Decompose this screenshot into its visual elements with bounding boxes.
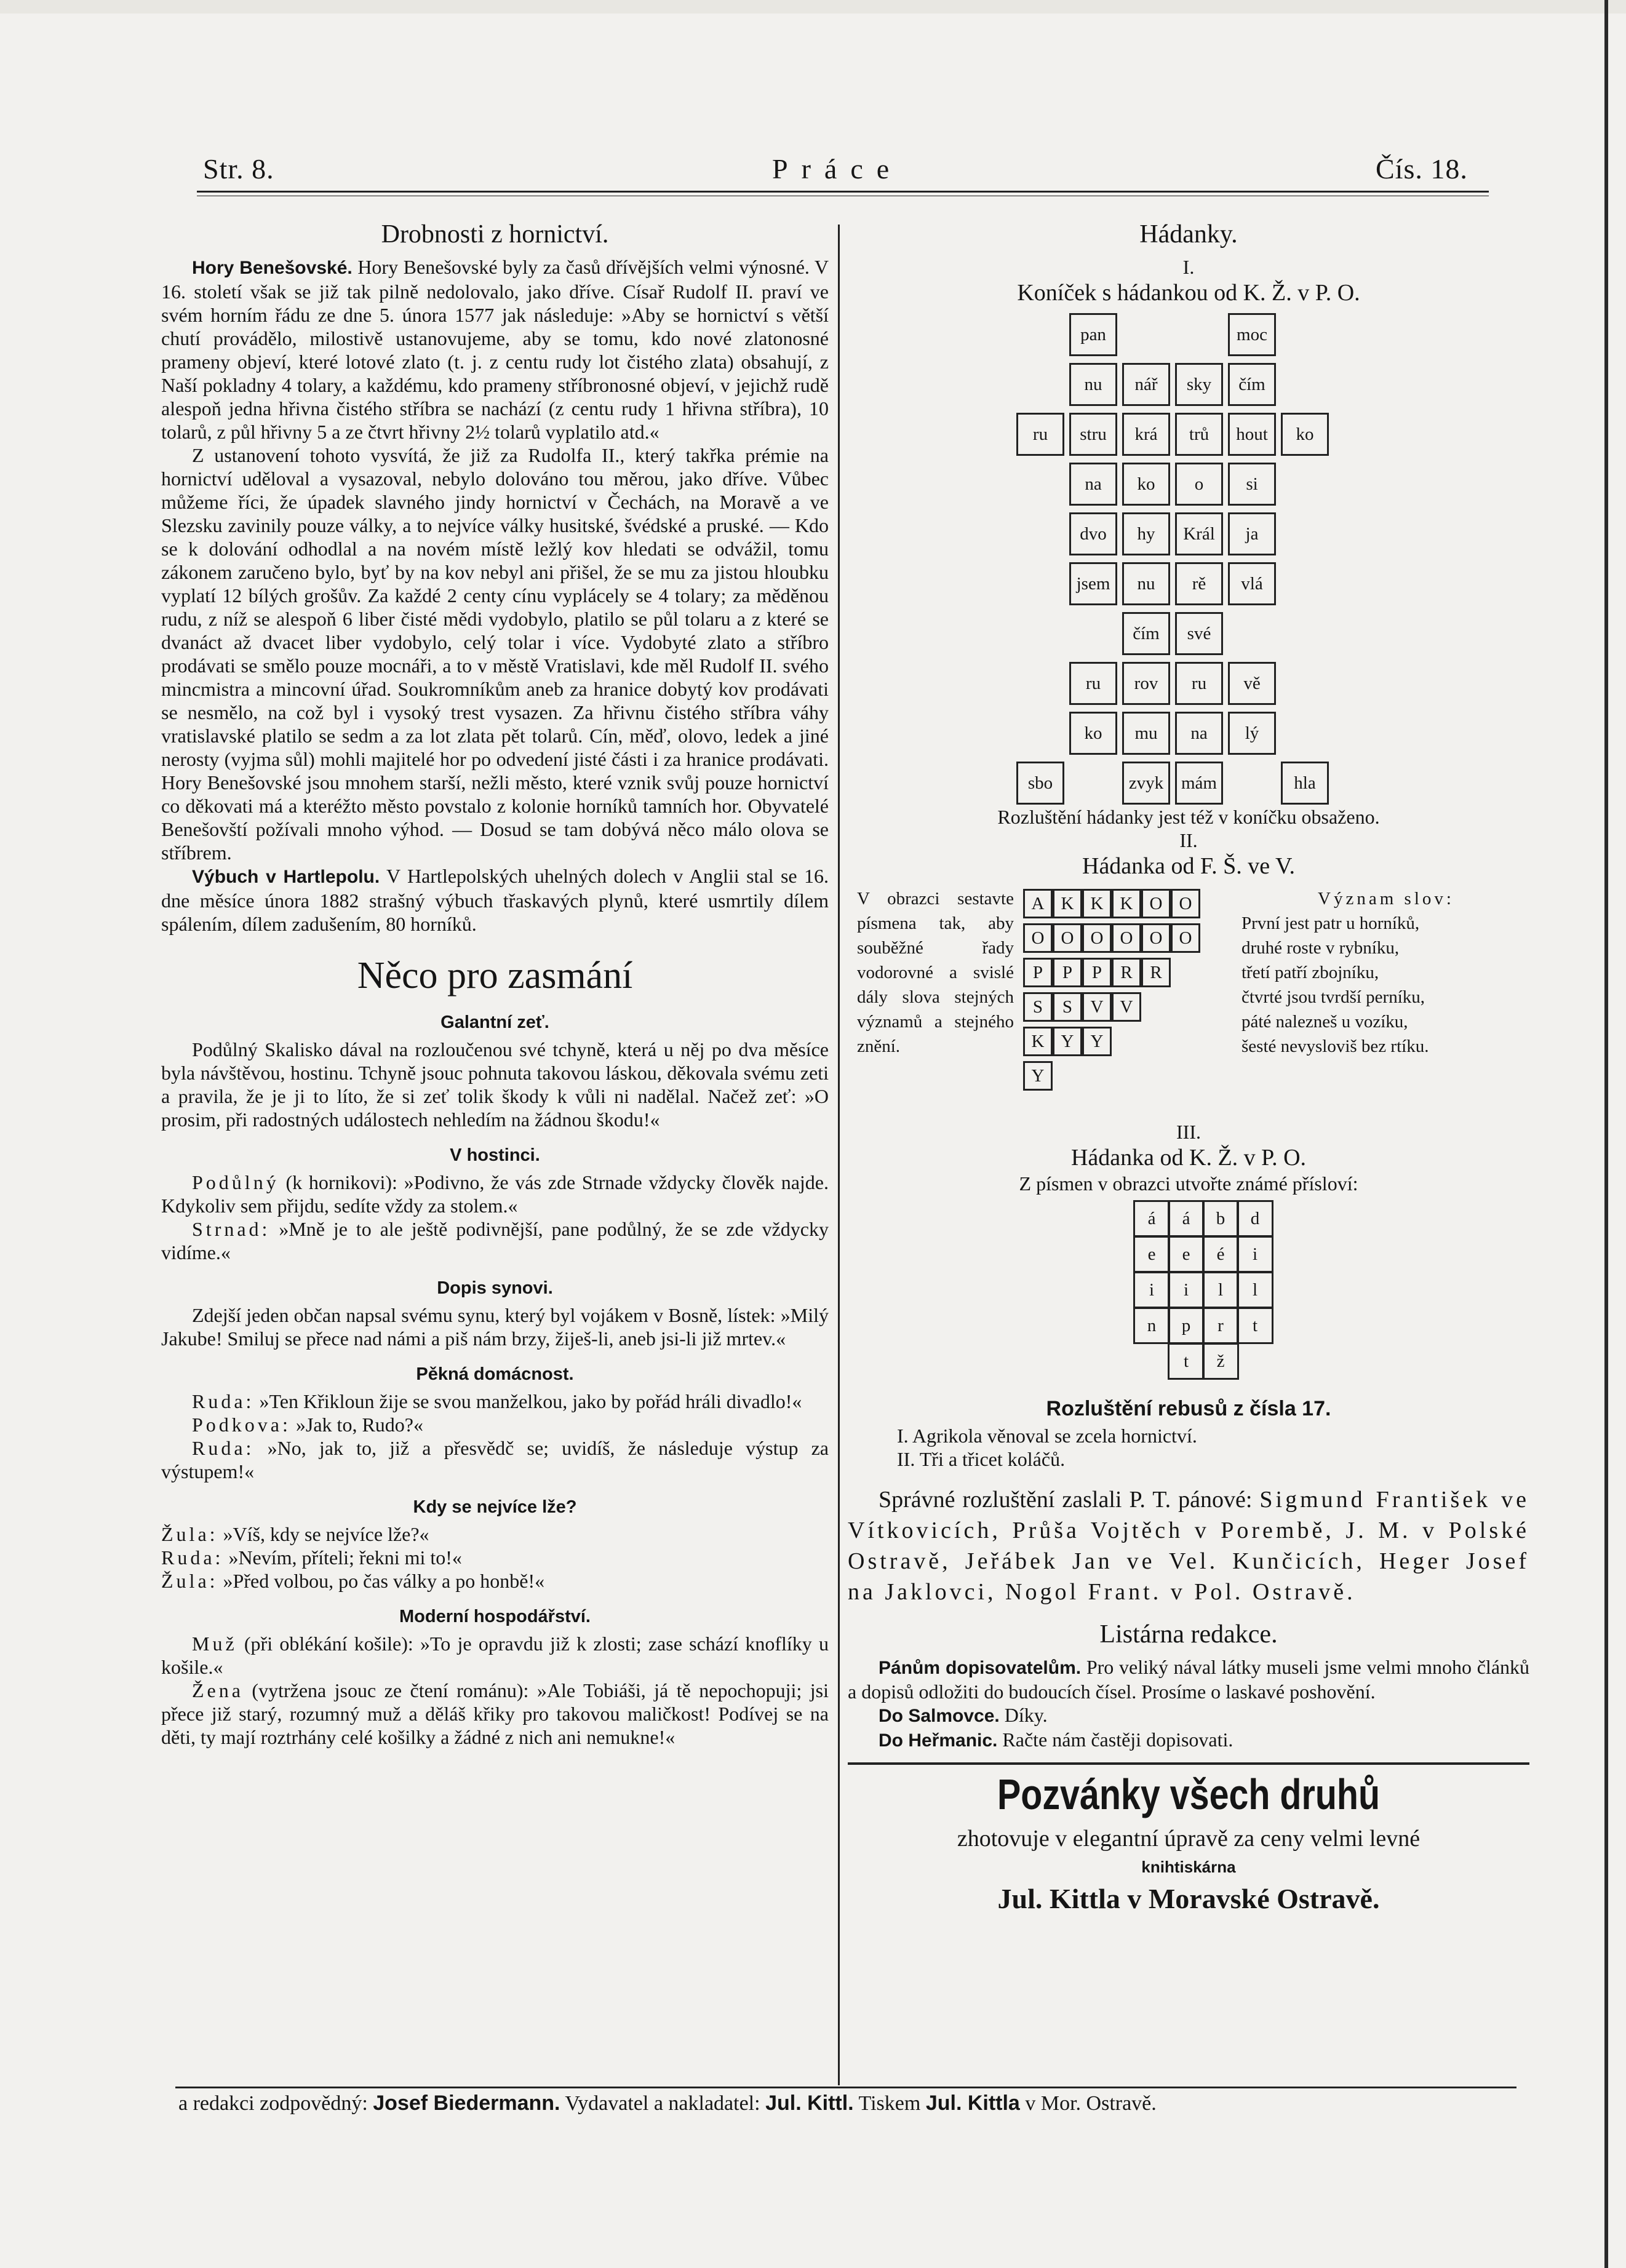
dialogue: »Jak to, Rudo?«: [295, 1414, 423, 1436]
joke-line: [161, 1171, 829, 1217]
joke-title: Pěkná domácnost.: [416, 1364, 574, 1384]
puzzle-cell: A: [1023, 889, 1053, 918]
puzzle-cell: P: [1082, 958, 1112, 987]
knight-tour-puzzle-grid: [1016, 313, 1349, 805]
puzzle-cell: čím: [1122, 612, 1170, 655]
joke-line: [161, 1390, 829, 1413]
puzzle-cell: vě: [1228, 662, 1276, 705]
puzzle-note: Rozluštění hádanky jest též v koníčku obsaženo.: [997, 806, 1380, 828]
puzzle-cell: O: [1141, 889, 1171, 918]
solution-line: I. Agrikola věnoval se zcela hornictví.: [897, 1425, 1197, 1447]
puzzle-cell: K: [1112, 889, 1141, 918]
puzzle-cell: trů: [1175, 413, 1223, 456]
newspaper-title: Práce: [772, 153, 903, 185]
page-top-edge: [0, 0, 1626, 14]
letter-text: Díky.: [1004, 1704, 1048, 1726]
puzzle-cell: Y: [1023, 1061, 1053, 1091]
proverb-puzzle-grid: [1133, 1200, 1281, 1385]
imprint-footer: [178, 2091, 1520, 2115]
puzzle-cell: á: [1133, 1200, 1170, 1237]
joke-title: V hostinci.: [450, 1145, 540, 1165]
puzzle-cell: sbo: [1016, 762, 1064, 805]
puzzle-cell: t: [1168, 1343, 1205, 1380]
column-rule: [838, 225, 840, 2085]
puzzle-cell: O: [1053, 923, 1082, 953]
ad-printer-name: Jul. Kittla v Moravské Ostravě.: [997, 1883, 1380, 1914]
puzzle-cell: d: [1237, 1200, 1273, 1237]
dialogue: (při oblékání košile): »To je opravdu již k zlosti; zase schází knoflíky u košile.«: [161, 1633, 829, 1678]
puzzle-cell: nář: [1122, 363, 1170, 406]
article-lead: Hory Benešovské.: [192, 258, 353, 278]
meaning-line: čtvrté jsou tvrdší perníku,: [1241, 987, 1425, 1007]
joke-title: Galantní zeť.: [440, 1013, 549, 1032]
speaker: Podkova:: [192, 1414, 291, 1436]
puzzle-cell: ru: [1016, 413, 1064, 456]
puzzle-cell: Y: [1053, 1027, 1082, 1056]
puzzle-cell: ru: [1175, 662, 1223, 705]
puzzle-cell: hout: [1228, 413, 1276, 456]
letter-note: [848, 1728, 1529, 1753]
article-text: V Hartlepolských uhelných dolech v Anglii stal se 16. dne měsíce února 1882 strašný výbuch třaskavých plynů, které usmrtily dílem spálením, dílem zadušením, 80 horníků.: [161, 865, 829, 935]
puzzle-cell: lý: [1228, 712, 1276, 755]
joke-line: [161, 1632, 829, 1679]
footer-name: Josef Biedermann.: [373, 2091, 560, 2115]
speaker: Žula:: [161, 1570, 218, 1592]
puzzle-cell: i: [1168, 1271, 1205, 1308]
puzzle-cell: i: [1133, 1271, 1170, 1308]
puzzle-cell: mu: [1122, 712, 1170, 755]
joke-title: Dopis synovi.: [437, 1278, 553, 1298]
puzzle-cell: čím: [1228, 363, 1276, 406]
puzzle-cell: moc: [1228, 313, 1276, 356]
puzzle-cell: p: [1168, 1307, 1205, 1344]
joke-line: [161, 1436, 829, 1483]
speaker: Strnad:: [192, 1218, 271, 1240]
ad-text: zhotovuje v elegantní úpravě za ceny velmi levné: [957, 1826, 1421, 1852]
page-binding-edge: [1604, 0, 1608, 2268]
header-rule: [197, 191, 1489, 196]
advertisement-rule: [848, 1762, 1529, 1765]
letter-note: [848, 1655, 1529, 1703]
solution-line: II. Tři a třicet koláčů.: [897, 1448, 1066, 1470]
joke-line: [161, 1522, 829, 1546]
article-lead: Výbuch v Hartlepolu.: [192, 867, 380, 887]
puzzle-cell: na: [1069, 463, 1117, 506]
puzzle-cell: b: [1202, 1200, 1239, 1237]
puzzle-cell: ja: [1228, 512, 1276, 555]
joke-line: [161, 1413, 829, 1436]
puzzle-cell: pan: [1069, 313, 1117, 356]
speaker: Ruda:: [192, 1437, 255, 1459]
puzzle-cell: ž: [1202, 1343, 1239, 1380]
puzzle-cell: V: [1082, 992, 1112, 1022]
puzzle-cell: i: [1237, 1236, 1273, 1273]
solutions-title: Rozluštění rebusů z čísla 17.: [1046, 1397, 1331, 1420]
puzzle-title: Hádanka od K. Ž. v P. O.: [1070, 1145, 1307, 1171]
puzzle-cell: O: [1082, 923, 1112, 953]
dialogue: »Nevím, příteli; řekni mi to!«: [228, 1546, 462, 1569]
puzzle-cell: t: [1237, 1307, 1273, 1344]
puzzle-cell: své: [1175, 612, 1223, 655]
article-hartlepool: [161, 864, 829, 936]
word-square-puzzle: [848, 886, 1529, 1120]
puzzle-cell: stru: [1069, 413, 1117, 456]
puzzle-cell: ko: [1069, 712, 1117, 755]
puzzle-cell: K: [1053, 889, 1082, 918]
page-number: Str. 8.: [203, 153, 274, 185]
puzzle-cell: mám: [1175, 762, 1223, 805]
dialogue: »No, jak to, již a přesvědč se; uvidíš, že následuje výstup za výstupem!«: [161, 1437, 829, 1482]
meaning-line: druhé roste v rybníku,: [1241, 938, 1400, 958]
speaker: Muž: [192, 1633, 237, 1655]
puzzle-cell: e: [1133, 1236, 1170, 1273]
speaker: Podůlný: [192, 1171, 279, 1193]
dialogue: (vytržena jsouc ze čtení románu): »Ale Tobiáši, já tě nepochopuji; jsi přece již starý, rozumný muž a děláš křiky pro takovou maličkost! Podívej se na děti, ty mají roztrhány celé košilky a žádné z nich ani nemukne!«: [161, 1679, 829, 1748]
puzzle-cell: O: [1171, 923, 1200, 953]
puzzle-cell: é: [1202, 1236, 1239, 1273]
meaning-line: páté nalezneš u vozíku,: [1241, 1012, 1408, 1032]
puzzle-cell: P: [1053, 958, 1082, 987]
left-column: [161, 218, 829, 1749]
speaker: Žena: [192, 1679, 244, 1701]
puzzle-cell: nu: [1069, 363, 1117, 406]
joke-line: [161, 1679, 829, 1749]
puzzle-number: II.: [1179, 829, 1198, 851]
dialogue: »Mně je to ale ještě podivnější, pane podůlný, že se zde vždycky vidíme.«: [161, 1218, 829, 1263]
puzzle-cell: hy: [1122, 512, 1170, 555]
letter-note: [848, 1703, 1529, 1728]
puzzle-cell: R: [1141, 958, 1171, 987]
puzzle-instructions: Z písmen v obrazci utvořte známé přísloví:: [1019, 1172, 1358, 1195]
puzzle-cell: na: [1175, 712, 1223, 755]
footer-text: a redakci zodpovědný:: [178, 2092, 368, 2115]
editorial-letters-title: Listárna redakce.: [1099, 1620, 1278, 1649]
puzzle-instructions: V obrazci sestavte písmena tak, aby souběžné řady vodorovné a svislé dály slova stejných významů a stejného znění.: [857, 889, 1014, 1056]
footer-text: Tiskem: [858, 2092, 921, 2115]
puzzle-cell: O: [1023, 923, 1053, 953]
solvers-list: [848, 1484, 1529, 1607]
ad-headline: Pozvánky všech druhů: [997, 1770, 1381, 1818]
puzzle-cell: n: [1133, 1307, 1170, 1344]
puzzle-cell: nu: [1122, 562, 1170, 605]
joke-title: Moderní hospodářství.: [399, 1607, 591, 1626]
puzzle-cell: e: [1168, 1236, 1205, 1273]
puzzle-cell: O: [1112, 923, 1141, 953]
puzzle-cell: Král: [1175, 512, 1223, 555]
right-column: [848, 218, 1529, 1917]
joke-text: Zdejší jeden občan napsal svému synu, který byl vojákem v Bosně, lístek: »Milý Jakube! Smiluj se přece nad námi a piš nám brzy, žiješ-li, aneb jsi-li již mrtev.«: [161, 1304, 829, 1350]
letter-text: Pro veliký nával látky museli jsme velmi mnoho článků a dopisů odložiti do budoucích čísel. Prosíme o laskavé poshovění.: [848, 1656, 1530, 1703]
issue-number: Čís. 18.: [1376, 153, 1468, 185]
joke-text: Podůlný Skalisko dával na rozloučenou své tchyně, která u něj po dva měsíce byla návštěvou, hostinu. Tchyně jsouc pohnuta takovou láskou, děkovala svému zeti a pravila, že je ji to líto, že si zeť tolik škody k vůli ni nadělal. Načež zeť: »O prosim, při radostných událostech nehledím na žádnou škodu!«: [161, 1038, 829, 1131]
speaker: Ruda:: [161, 1546, 224, 1569]
footer-name: Jul. Kittla: [925, 2091, 1020, 2115]
puzzle-cell: zvyk: [1122, 762, 1170, 805]
dialogue: »Víš, kdy se nejvíce lže?«: [223, 1523, 429, 1545]
puzzle-number: III.: [1176, 1121, 1201, 1143]
letter-lead: Do Salmovce.: [879, 1706, 1000, 1726]
letter-text: Račte nám častěji dopisovati.: [1002, 1729, 1233, 1751]
dialogue: »Před volbou, po čas války a po honbě!«: [223, 1570, 545, 1592]
joke-line: [161, 1217, 829, 1264]
puzzle-cell: V: [1112, 992, 1141, 1022]
footer-text: Vydavatel a nakladatel:: [565, 2092, 760, 2115]
meaning-line: třetí patří zbojníku,: [1241, 963, 1379, 982]
puzzle-cell: P: [1023, 958, 1053, 987]
puzzle-cell: ko: [1281, 413, 1329, 456]
puzzle-cell: K: [1023, 1027, 1053, 1056]
puzzle-cell: rě: [1175, 562, 1223, 605]
meaning-line: První jest patr u horníků,: [1241, 913, 1420, 933]
puzzle-cell: jsem: [1069, 562, 1117, 605]
puzzle-cell: Y: [1082, 1027, 1112, 1056]
puzzle-cell: S: [1023, 992, 1053, 1022]
footer-text: v Mor. Ostravě.: [1025, 2092, 1157, 2115]
article-paragraph: Z ustanovení tohoto vysvítá, že již za Rudolfa II., který takřka prémie na hornictví uděloval a vysazoval, nebylo dolováno tou měrou, jako dříve. Vůbec můžeme říci, že úpadek slavného jindy hornictví v Čechách, na Moravě a ve Slezsku zavinily pouze války, a to nejvíce války husitské, švédské a pruské. — Kdo se k dolování odhodlal a na novém místě ležlý kov hledati se odvážil, tomu zákonem zaručeno bylo, byť by na kov nebyl ani přišel, že se mu za jistou hloubku vyplatí 12 bílých grošův. Za každé 2 centy cínu vyplácely se 4 tolary; za měděnou rudu, z níž se alespoň 6 liber čisté mědi vydobylo, platilo se půl tolaru a z které se dvanáct až dvacet liber vydobylo, celý tolar i více. Vydobyté zlato a stříbro prodávati se smělo pouze mocnáři, a to v městě Vratislavi, kde měl Rudolf II. svého mincmistra a mincovní úřad. Soukromníkům aneb za hranice dobytý kov prodávati se nesmělo, na což byl i vysoký trest vysazen. Za hřivnu čistého stříbra váhy vratislavské platilo se sedm a za lot zlata pět tolarů. Cín, měď, olovo, ledek a jiné nerosty (vyjma sůl) mohli majitelé hor po odvedení jisté části i za hranice prodávati. Hory Benešovské jsou mnohem starší, nežli město, které vznik svůj pouze hornictví co děkovati má a kteréžto město povstalo z kolonie horníků tamních hor. Obyvatelé Benešovští požívali mnoho výhod. — Dosud se tam dobývá něco málo olova se stříbrem.: [161, 444, 829, 864]
meaning-line: šesté nevysloviš bez rtíku.: [1241, 1037, 1429, 1056]
puzzle-title: Koníček s hádankou od K. Ž. v P. O.: [1017, 280, 1360, 306]
dialogue: »Ten Křikloun žije se svou manželkou, jako by pořád hráli divadlo!«: [259, 1390, 802, 1412]
joke-title: Kdy se nejvíce lže?: [413, 1497, 577, 1517]
article-benesov: [161, 255, 829, 444]
puzzle-cell: si: [1228, 463, 1276, 506]
puzzle-cell: sky: [1175, 363, 1223, 406]
puzzle-cell: S: [1053, 992, 1082, 1022]
puzzle-cell: á: [1168, 1200, 1205, 1237]
mining-news-title: Drobnosti z hornictví.: [381, 220, 609, 249]
puzzle-cell: vlá: [1228, 562, 1276, 605]
meanings-title: Význam slov:: [1318, 889, 1454, 909]
puzzle-cell: ru: [1069, 662, 1117, 705]
humor-section-title: Něco pro zasmání: [357, 955, 633, 997]
solvers-intro: Správné rozluštění zaslali P. T. pánové:: [879, 1487, 1253, 1513]
puzzle-cell: dvo: [1069, 512, 1117, 555]
puzzle-title: Hádanka od F. Š. ve V.: [1082, 853, 1295, 879]
puzzle-cell: O: [1141, 923, 1171, 953]
puzzle-number: I.: [1182, 256, 1195, 278]
word-meanings: [1241, 886, 1531, 1059]
joke-line: [161, 1546, 829, 1569]
dialogue: (k hornikovi): »Podivno, že vás zde Strnade vždycky člověk najde. Kdykoliv sem přijdu, sedíte vždy za stolem.«: [161, 1171, 829, 1217]
puzzle-cell: O: [1171, 889, 1200, 918]
puzzle-cell: o: [1175, 463, 1223, 506]
puzzle-cell: l: [1237, 1271, 1273, 1308]
puzzles-title: Hádanky.: [1139, 220, 1238, 249]
puzzle-cell: rov: [1122, 662, 1170, 705]
puzzle-cell: r: [1202, 1307, 1239, 1344]
ad-small-text: knihtiskárna: [1141, 1858, 1236, 1876]
footer-name: Jul. Kittl.: [765, 2091, 854, 2115]
puzzle-cell: hla: [1281, 762, 1329, 805]
joke-line: [161, 1569, 829, 1593]
puzzle-cell: K: [1082, 889, 1112, 918]
puzzle-cell: ko: [1122, 463, 1170, 506]
speaker: Ruda:: [192, 1390, 255, 1412]
puzzle-cell: l: [1202, 1271, 1239, 1308]
letter-lead: Pánům dopisovatelům.: [879, 1658, 1082, 1678]
letter-lead: Do Heřmanic.: [879, 1730, 998, 1751]
puzzle-cell: krá: [1122, 413, 1170, 456]
solvers-names: Sigmund František ve Vítkovicích, Průša Vojtěch v Porembě, J. M. v Polské Ostravě, Jeřábek Jan ve Vel. Kunčicích, Heger Josef na Jaklovci, Nogol Frant. v Pol. Ostravě.: [848, 1487, 1529, 1605]
article-text: Hory Benešovské byly za časů dřívějších velmi výnosné. V 16. století však se již tak pilně nedolovalo, jako dříve. Císař Rudolf II. praví ve svém horním řádu ze dne 5. února 1577 jak následuje: »Aby se hornictví s větší chutí provádělo, milostivě ustanovujeme, aby se tomu, kdo nové zlatonosné prameny objeví, které lotové zlato (t. j. z centu rudy lot čistého zlata) obsahují, z Naší pokladny 4 tolary, a každému, kdo prameny stříbronosné objeví, v jejichž rudě alespoň jedna hřivna čistého stříbra se nachází (z centu rudy 1 hřivna stříbra), 10 tolarů, z půl hřivny 5 a ze čtvrt hřivny 2½ tolarů vyplatilo atd.«: [161, 256, 829, 443]
speaker: Žula:: [161, 1523, 218, 1545]
footer-rule: [175, 2087, 1516, 2088]
puzzle-cell: R: [1112, 958, 1141, 987]
